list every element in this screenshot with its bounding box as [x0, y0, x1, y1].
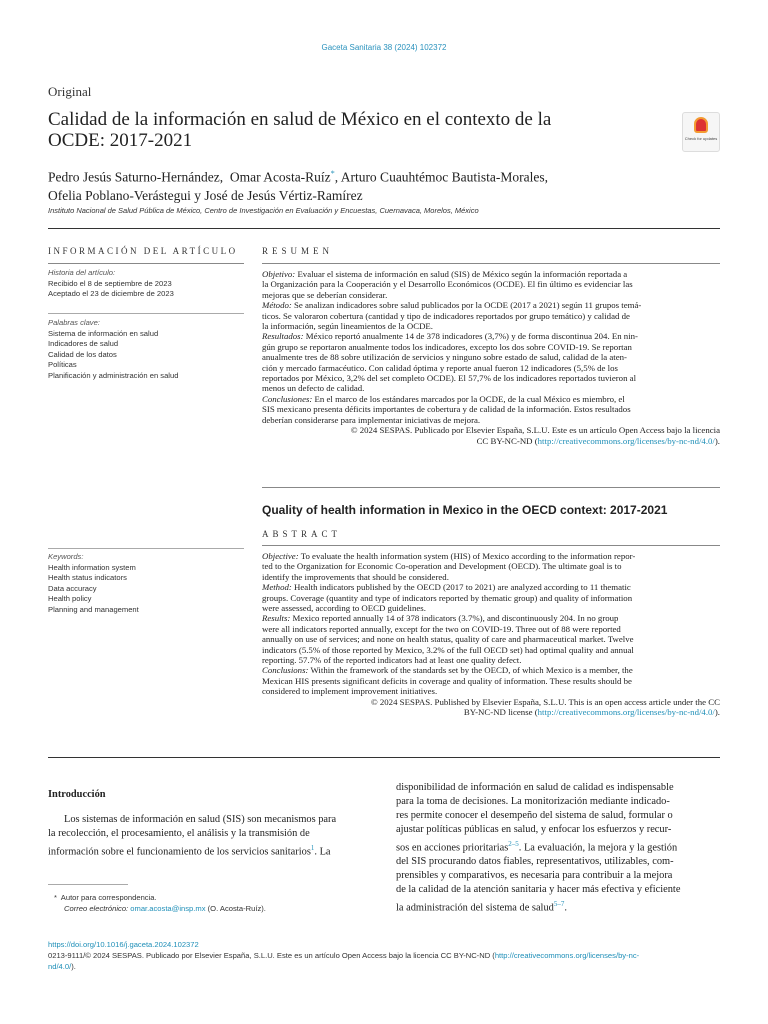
abstract-heading: ABSTRACT — [262, 529, 342, 539]
author-name: Omar Acosta-Ruíz — [229, 169, 331, 185]
license-link[interactable]: nd/4.0/ — [48, 962, 72, 971]
corresponding-author-mark[interactable]: * — [330, 169, 335, 178]
text-line: groups. Coverage (quantity and type of indicators reported by thematic group) and quality of information — [262, 592, 633, 603]
method-label: Method: — [262, 582, 292, 593]
text-line: indicators (5.5% of those reported by Mexico, 3.2% of the full OECD set) had optimal quality and annual — [262, 644, 634, 655]
objetivo-label: Objetivo: — [262, 269, 296, 279]
text-span: sos en acciones prioritarias — [396, 842, 509, 854]
text-span: . La — [314, 846, 331, 858]
received-date: Recibido el 8 de septiembre de 2023 — [48, 278, 172, 288]
citation-ref[interactable]: 1 — [310, 844, 315, 852]
intro-left-column — [48, 813, 372, 859]
history-label: Historia del artículo: — [48, 268, 116, 277]
keyword: Health status indicators — [48, 573, 127, 582]
text-line: To evaluate the health information system (HIS) of Mexico according to the information repor- — [300, 551, 636, 561]
text-line: SIS mexicano presenta déficits importantes de cobertura y de calidad de la información. Estos resultados — [262, 404, 631, 415]
resumen-body — [262, 269, 720, 446]
text-line: de la calidad de la atención sanitaria y hacer más efectiva y eficiente — [396, 884, 681, 896]
footnote — [48, 892, 372, 914]
keyword: Políticas — [48, 360, 77, 369]
footnote-text: (O. Acosta-Ruíz). — [207, 904, 266, 913]
text-line: la información, según lineamientos de la OCDE. — [262, 321, 434, 332]
keyword: Health information system — [48, 562, 136, 572]
text-line: Se analizan indicadores sobre salud publicados por la OCDE (2017 a 2021) según 11 grupos temá- — [294, 300, 642, 311]
text-line: Mexico reported annually 14 of 378 indicators (3.7%), and discontinuously 204. In no group — [292, 613, 619, 624]
results-label: Results: — [262, 613, 291, 624]
affiliation: Instituto Nacional de Salud Pública de México, Centro de Investigación en Evaluación y Encuestas, Cuernavaca, Morelos, México — [48, 206, 479, 215]
divider — [262, 263, 720, 264]
license-text: ). — [714, 435, 720, 446]
divider — [48, 757, 720, 758]
badge-label: Check for updates — [684, 136, 718, 141]
text-line: anualmente tres de 88 sobre utilización de servicios y ninguno sobre estado de salud, calidad de la aten- — [262, 352, 627, 363]
text-line: identify the improvements that should be considered. — [262, 571, 449, 582]
section-type: Original — [48, 84, 92, 99]
citation-ref[interactable]: 2–5 — [508, 840, 519, 848]
bottom-info — [48, 939, 720, 972]
conclusions-label: Conclusions: — [262, 665, 309, 676]
footnote-text: Autor para correspondencia. — [60, 893, 157, 902]
license-line — [262, 707, 720, 717]
citation-ref[interactable]: 5–7 — [553, 900, 565, 909]
accepted-date: Aceptado el 23 de diciembre de 2023 — [48, 289, 174, 298]
intro-right-column — [396, 781, 720, 916]
resumen-heading: RESUMEN — [262, 246, 334, 256]
author-name: Pedro Jesús Saturno-Hernández, — [48, 169, 224, 185]
text-line: la Organización para la Cooperación y el Desarrollo Económicos (OCDE). El fin último es evidenciar las — [262, 279, 633, 290]
text-span: . — [564, 902, 567, 914]
text-line: deberían considerarse para implementar iniciativas de mejora. — [262, 414, 481, 425]
text-line: Los sistemas de información en salud (SIS) son mecanismos para — [64, 814, 337, 825]
email-link[interactable]: omar.acosta@insp.mx — [130, 904, 206, 913]
divider — [262, 487, 720, 488]
text-line: para la toma de decisiones. La monitorización mediante indicado- — [396, 796, 670, 807]
resultados-label: Resultados: — [262, 331, 304, 342]
text-span: información sobre el funcionamiento de los servicios sanitarios — [48, 846, 311, 858]
section-heading: Introducción — [48, 789, 106, 800]
abstract-body — [262, 551, 720, 718]
english-title: Quality of health information in Mexico in the OECD context: 2017-2021 — [262, 503, 668, 517]
keywords-label: Keywords: — [48, 552, 84, 561]
text-line: ticos. Se valoraron cobertura (cantidad y tipo de indicadores reportados por grupo temático) y calidad de — [262, 310, 630, 321]
footnote-mark: * — [54, 893, 57, 902]
doi-link[interactable]: https://doi.org/10.1016/j.gaceta.2024.102372 — [48, 940, 199, 949]
text-line: Health indicators published by the OECD (2017 to 2021) are analyzed according to 11 thematic — [294, 582, 631, 593]
keywords-label: Palabras clave: — [48, 318, 100, 327]
keywords-es — [48, 318, 244, 381]
keyword: Sistema de información en salud — [48, 328, 159, 338]
text-span: . La evaluación, la mejora y la gestión — [518, 842, 678, 854]
copyright-text: 0213-9111/© 2024 SESPAS. Publicado por Elsevier España, S.L.U. Este es un artículo Open Access bajo la licencia CC BY-NC-ND ( — [48, 951, 495, 960]
license-line: © 2024 SESPAS. Publicado por Elsevier España, S.L.U. Este es un artículo Open Access bajo la licencia — [350, 425, 720, 436]
email-label: Correo electrónico: — [64, 904, 129, 913]
text-line — [396, 837, 720, 855]
text-line: ted to the Organization for Economic Co-operation and Development (OECD). The ultimate goal is to — [262, 561, 622, 572]
license-text: CC BY-NC-ND ( — [476, 435, 538, 446]
text-span: la administración del sistema de salud — [396, 902, 554, 914]
text-line: reportados por México, 3,2% del set completo OCDE). El 57,7% de los indicadores reportados tuvieron al — [262, 373, 637, 384]
license-text: ). — [714, 707, 720, 718]
article-info-heading: INFORMACIÓN DEL ARTÍCULO — [48, 246, 238, 256]
text-line — [48, 841, 372, 859]
divider — [48, 548, 244, 549]
divider — [48, 263, 244, 264]
license-line: © 2024 SESPAS. Published by Elsevier España, S.L.U. This is an open access article under the CC — [371, 696, 720, 707]
text-line: were all indicators reported annually, except for the two on COVID-19. Three out of 88 were reported — [262, 623, 621, 634]
license-link[interactable]: http://creativecommons.org/licenses/by-nc-nd/4.0/ — [537, 435, 715, 446]
check-for-updates-badge[interactable] — [682, 112, 720, 152]
text-line: considered to implement improvement initiatives. — [262, 686, 438, 697]
keyword: Health policy — [48, 594, 92, 603]
text-line: annually on use of services; and none on health status, quality of care and pharmaceutical market. Twelve — [262, 634, 634, 645]
license-line — [262, 436, 720, 446]
text-line: were assessed, according to OECD guidelines. — [262, 603, 426, 614]
license-link[interactable]: http://creativecommons.org/licenses/by-nc-nd/4.0/ — [537, 707, 715, 718]
author-list — [48, 165, 728, 205]
text-line: res permite conocer el desempeño del sistema de salud, formular o — [396, 810, 673, 821]
text-line: del SIS procurando datos fiables, representativos, utilizables, com- — [396, 856, 674, 868]
text-line: En el marco de los estándares marcados por la OCDE, de la cual México es miembro, el — [314, 393, 625, 404]
copyright-text: ). — [71, 962, 76, 971]
text-line: disponibilidad de información en salud de calidad es indispensable — [396, 782, 674, 793]
journal-citation[interactable]: Gaceta Sanitaria 38 (2024) 102372 — [321, 43, 447, 52]
license-link[interactable]: http://creativecommons.org/licenses/by-nc- — [494, 951, 640, 960]
divider — [48, 228, 720, 229]
divider — [262, 545, 720, 546]
keyword: Calidad de los datos — [48, 349, 117, 359]
text-line: la recolección, el procesamiento, el análisis y la transmisión de — [48, 828, 310, 839]
license-text: BY-NC-ND license ( — [463, 707, 538, 718]
text-line: Within the framework of the standards set by the OECD, of which Mexico is a member, the — [310, 665, 633, 676]
keyword: Indicadores de salud — [48, 339, 119, 348]
text-line: ción y mercado farmacéutico. Con calidad óptima y reporte anual fueron 12 indicadores (5,5% de los — [262, 362, 618, 373]
text-line: reporting. 57.7% of the reported indicators had at least one quality defect. — [262, 655, 522, 666]
text-line: prensibles y comparativos, es necesaria para contribuir a la mejora — [396, 870, 673, 882]
keyword: Data accuracy — [48, 583, 97, 593]
text-line: gún grupo se reportaron anualmente todos los indicadores, excepto los dos sobre COVID-19. Se reportan — [262, 341, 632, 352]
text-line: Mexican HIS presents significant deficits in coverage and quality of information. These results should be — [262, 675, 632, 686]
text-line: Evaluar el sistema de información en salud (SIS) de México según la información reportada a — [297, 269, 628, 279]
author-name: Ofelia Poblano-Verástegui y José de Jesús Vértiz-Ramírez — [48, 187, 363, 203]
keywords-en — [48, 552, 244, 615]
text-line: ajustar políticas públicas en salud, y enfocar los esfuerzos y recur- — [396, 824, 672, 835]
divider — [48, 313, 244, 314]
metodo-label: Método: — [262, 300, 292, 311]
text-line: mejoras que se deberían considerar. — [262, 289, 388, 300]
text-line — [396, 897, 720, 915]
text-line: menos un defecto de calidad. — [262, 383, 365, 394]
conclusiones-label: Conclusiones: — [262, 393, 313, 404]
text-line: México reportó anualmente 14 de 378 indicadores (3,7%) y de forma discontinua 204. En nin- — [305, 331, 638, 342]
keyword: Planning and management — [48, 604, 139, 614]
keyword: Planificación y administración en salud — [48, 370, 179, 380]
article-history — [48, 268, 244, 300]
bookmark-icon — [694, 117, 708, 133]
author-name: , Arturo Cuauhtémoc Bautista-Morales, — [334, 169, 549, 185]
article-title: Calidad de la información en salud de México en el contexto de la OCDE: 2017-2021 — [48, 109, 552, 151]
objective-label: Objective: — [262, 551, 299, 561]
divider — [48, 884, 128, 885]
